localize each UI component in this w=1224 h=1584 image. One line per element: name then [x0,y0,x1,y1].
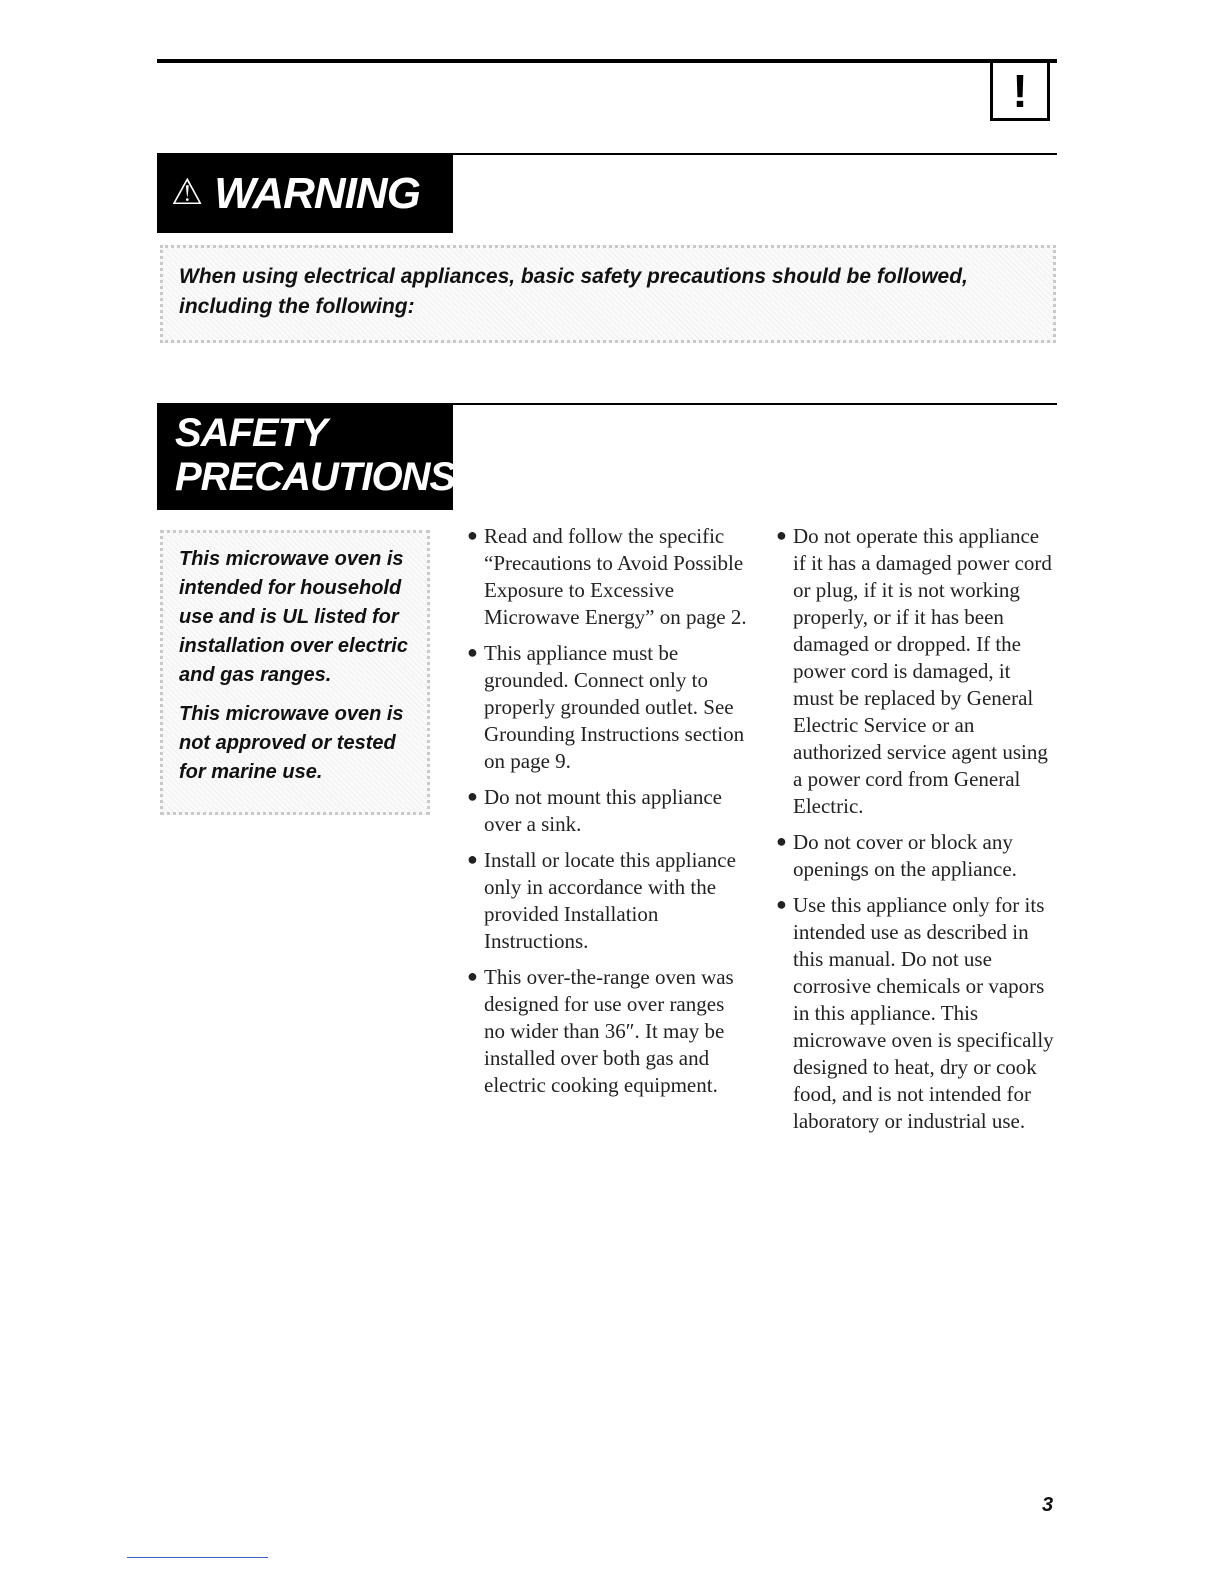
list-item-text: Do not cover or block any openings on the appliance. [793,830,1017,881]
household-use-note: This microwave oven is intended for household use and is UL listed for installation over electric and gas ranges. [179,548,408,686]
list-item-text: This appliance must be grounded. Connect only to properly grounded outlet. See Grounding Instructions section on page 9. [484,641,745,773]
household-use-note-box [160,530,430,815]
bullet-icon: ● [467,966,478,986]
top-rule [157,59,1057,63]
bullet-icon: ● [467,525,478,545]
safety-title-line1: SAFETY [175,411,327,455]
list-item-text: Install or locate this appliance only in accordance with the provided Installation Instructions. [484,848,736,953]
precautions-column-2 [776,523,1056,1144]
list-item [776,523,1056,820]
bullet-icon: ● [467,642,478,662]
list-item [467,640,747,775]
safety-title-line2: PRECAUTIONS [175,455,456,499]
list-item [776,829,1056,883]
exclamation-icon [990,59,1050,121]
precautions-column-1 [467,523,747,1108]
bullet-icon: ● [776,894,787,914]
bullet-icon: ● [776,525,787,545]
bullet-icon: ● [776,831,787,851]
list-item [776,892,1056,1135]
list-item [467,964,747,1099]
list-item-text: This over-the-range oven was designed for use over ranges no wider than 36″. It may be installed over both gas and electric cooking equipment. [484,965,734,1097]
list-item-text: Use this appliance only for its intended use as described in this manual. Do not use corrosive chemicals or vapors in this appliance. This microwave oven is specifically designed to heat, dry or cook food, and is not intended for laboratory or industrial use. [793,893,1054,1133]
warning-triangle-icon: ⚠ [171,171,203,212]
list-item [467,847,747,955]
list-item [467,784,747,838]
list-item-text: Read and follow the specific “Precautions to Avoid Possible Exposure to Excessive Microwave Energy” on page 2. [484,524,747,629]
list-item-text: Do not operate this appliance if it has a damaged power cord or plug, if it is not working properly, or if it has been damaged or dropped. If the power cord is damaged, it must be replaced by General Electric Service or an authorized service agent using a power cord from General Electric. [793,524,1052,818]
safety-heading [157,403,456,510]
warning-heading [157,155,453,233]
list-item-text: Do not mount this appliance over a sink. [484,785,722,836]
list-item [467,523,747,631]
marine-use-note: This microwave oven is not approved or tested for marine use. [179,703,404,783]
bullet-icon: ● [467,849,478,869]
warning-notice-text: When using electrical appliances, basic safety precautions should be followed, including the following: [179,265,968,318]
bullet-icon: ● [467,786,478,806]
exclamation-symbol: ! [1012,64,1028,117]
page-number: 3 [1042,1494,1054,1516]
footer-line [127,1557,268,1558]
warning-title: WARNING [214,169,420,218]
warning-notice-box [160,245,1056,343]
